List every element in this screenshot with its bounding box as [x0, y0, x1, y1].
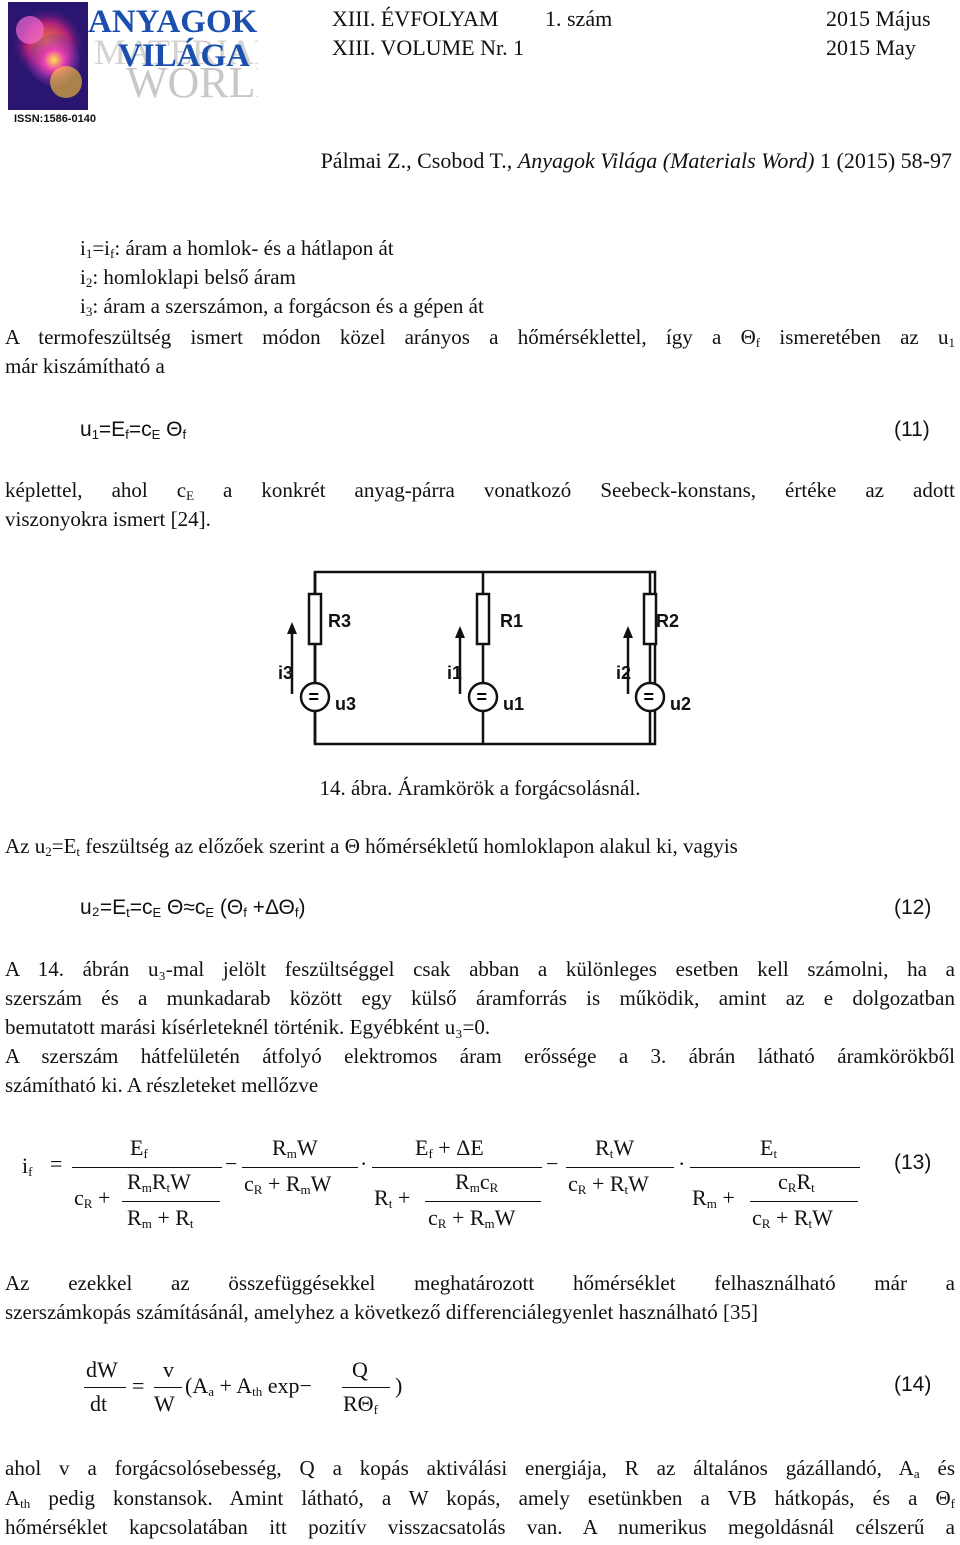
- arrow-i2: [623, 626, 633, 638]
- citation-journal: Anyagok Világa (Materials Word): [517, 148, 815, 173]
- paragraph-current-line2: számítható ki. A részleteket mellőzve: [5, 1073, 319, 1097]
- source-u2-symbol: =: [643, 687, 655, 707]
- logo-issn: ISSN:1586-0140: [14, 113, 96, 124]
- logo-overlay-world: WORL: [126, 58, 256, 107]
- paragraph-variables-line2: $A_{th}$ pedig konstansok. Amint látható, a W kopás, amely esetünkben a VB hátkopás, és a $\Theta_f$: [5, 1486, 955, 1511]
- journal-logo: [8, 2, 258, 124]
- source-u3-symbol: =: [308, 687, 320, 707]
- label-u2: u2: [670, 694, 692, 714]
- equation-14: dW dt = v W ($A_a + A_{th}$ exp− Q $R\Theta_f$ ): [86, 1357, 403, 1417]
- equation-14-number: (14): [894, 1373, 932, 1396]
- resistor-r2: [644, 594, 656, 644]
- paragraph-seebeck-line2: viszonyokra ismert [24].: [5, 507, 211, 531]
- definition-i2: $i_2$: homloklapi belső áram: [80, 265, 296, 290]
- source-u1-symbol: =: [476, 687, 488, 707]
- paragraph-thermovoltage-line1: A termofeszültség ismert módon közel arányos a hőmérséklettel, így a $\Theta_f$ ismeretében az $u_1$: [5, 325, 956, 350]
- paragraph-u3-line3: bemutatott marási kísérleteknél történik. Egyébként u₃=0.: [5, 1015, 491, 1039]
- citation-line: [321, 148, 952, 174]
- circuit-diagram: [270, 562, 700, 752]
- citation-authors: Pálmai Z., Csobod T.,: [320, 148, 513, 173]
- label-r3: R3: [328, 611, 352, 631]
- branch-2: [623, 572, 664, 744]
- label-u3: u3: [335, 694, 357, 714]
- branch-1: [455, 572, 497, 744]
- equation-12: $u_2=E_t=c_E$ $\Theta\approx c_E$ $(\Theta_f +\Delta\Theta_f)$: [80, 896, 306, 920]
- definition-i3: $i_3$: áram a szerszámon, a forgácson és a gépen át: [80, 294, 484, 319]
- paragraph-u3-line1: A 14. ábrán u₃-mal jelölt feszültséggel csak abban a különleges esetben kell számolni, ha a: [5, 957, 955, 981]
- equation-13: $i_f$ = $E_f$ $R_mR_tW$ $c_R$ + $R_m + R_t$ − $R_mW$ $c_R + R_mW$ · $E_f + \Delta E$ $R_mc_R$ $R_t$ + $c_R + R_mW$ − $R_tW$ $c_R + R_tW$ · $E_t$ $c_RR_t$ $R_m$ + $c_R + R_tW$: [0, 1125, 960, 1245]
- label-i1: i1: [447, 663, 463, 683]
- citation-issue: 1 (2015) 58-97: [820, 148, 952, 173]
- resistor-r1: [477, 594, 489, 644]
- label-u1: u1: [503, 694, 525, 714]
- equation-11-number: (11): [894, 418, 930, 441]
- paragraph-thermovoltage-line2: már kiszámítható a: [5, 354, 165, 378]
- paragraph-seebeck-line1: képlettel, ahol $c_E$ a konkrét anyag-párra vonatkozó Seebeck-konstans, értéke az adott: [5, 478, 956, 503]
- issue-hu: 1. szám: [545, 6, 613, 31]
- label-i3: i3: [278, 663, 294, 683]
- paragraph-wear-line1: Az ezekkel az összefüggésekkel meghatározott hőmérséklet felhasználható már a: [5, 1271, 955, 1295]
- equation-13-number: (13): [894, 1151, 932, 1174]
- paragraph-current-line1: A szerszám hátfelületén átfolyó elektromos áram erőssége a 3. ábrán látható áramkörökből: [5, 1044, 955, 1068]
- volume-hu: XIII. ÉVFOLYAM: [332, 6, 499, 31]
- definition-i1: $i_1=i_f$: áram a homlok- és a hátlapon át: [80, 236, 394, 261]
- volume-en: XIII. VOLUME Nr. 1: [332, 35, 525, 60]
- figure-14-caption: 14. ábra. Áramkörök a forgácsolásnál.: [319, 776, 641, 800]
- paragraph-u3-line2: szerszám és a munkadarab között egy külső áramforrás is működik, amint az e dolgozatban: [5, 986, 955, 1010]
- label-r2: R2: [656, 611, 680, 631]
- equation-12-number: (12): [894, 896, 932, 919]
- equation-11: $u_1=E_f=c_E$ $\Theta_f$: [80, 418, 187, 442]
- journal-logo-graphic: [8, 2, 258, 124]
- arrow-i3: [287, 622, 297, 634]
- label-r1: R1: [500, 611, 524, 631]
- date-en: 2015 May: [826, 35, 916, 60]
- logo-vilaga: VILÁGA: [118, 38, 251, 74]
- paragraph-u2: Az $u_2=E_t$ feszültség az előzőek szerint a Θ hőmérsékletű homloklapon alakul ki, vagyis: [5, 834, 738, 859]
- date-hu: 2015 Május: [826, 6, 931, 31]
- label-i2: i2: [616, 663, 632, 683]
- paragraph-wear-line2: szerszámkopás számításánál, amelyhez a következő differenciálegyenlet használható [35]: [5, 1300, 758, 1324]
- paragraph-variables-line1: ahol v a forgácsolósebesség, Q a kopás aktiválási energiája, R az általános gázállandó, $A_a$ és: [5, 1456, 956, 1481]
- branch-3: [287, 572, 329, 744]
- logo-overlay-materials: MATERIA: [94, 32, 254, 72]
- figure-14-circuit: [270, 562, 700, 752]
- arrow-i1: [455, 626, 465, 638]
- resistor-r3: [309, 594, 321, 644]
- logo-anyagok: ANYAGOK: [88, 4, 258, 40]
- paragraph-variables-line3: hőmérséklet kapcsolatában itt pozitív visszacsatolás van. A numerikus megoldásnál célszerű a: [5, 1515, 955, 1539]
